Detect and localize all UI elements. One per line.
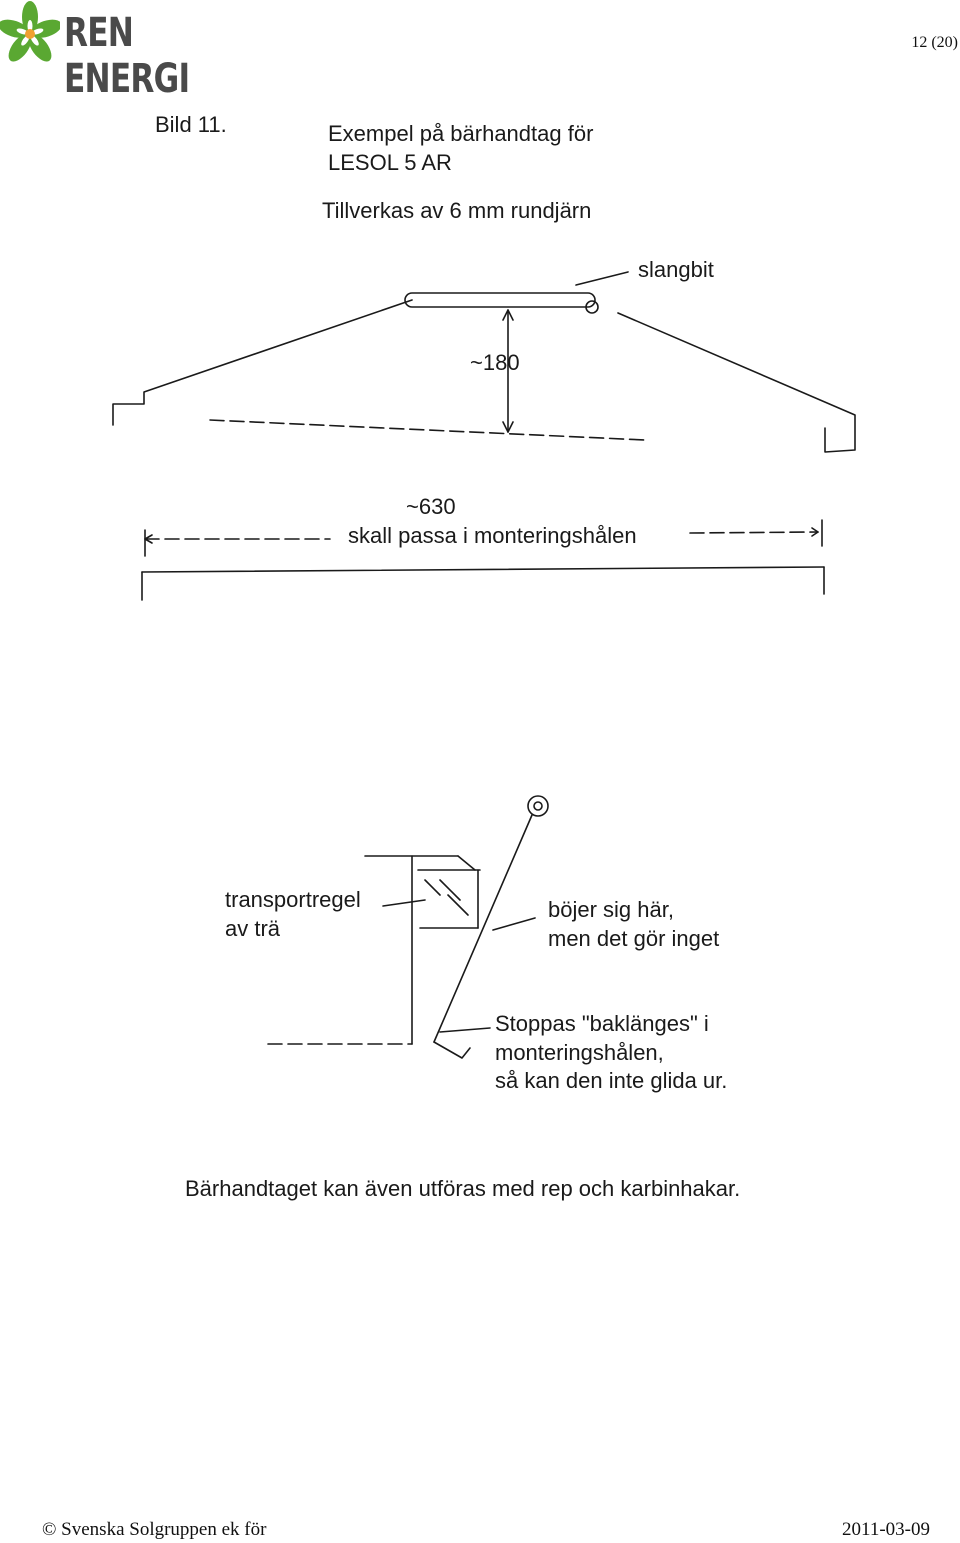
width-note: skall passa i monteringshålen	[348, 523, 637, 548]
footer-copyright: © Svenska Solgruppen ek för	[42, 1519, 267, 1540]
material-note: Tillverkas av 6 mm rundjärn	[322, 198, 592, 223]
title-line-2: LESOL 5 AR	[328, 150, 452, 175]
wood-label-line-1: transportregel	[225, 887, 361, 912]
bend-note-line-1: böjer sig här,	[548, 897, 674, 922]
hose-label: slangbit	[638, 257, 714, 282]
footer-date: 2011-03-09	[842, 1519, 930, 1540]
width-dimension-value: ~630	[406, 494, 456, 519]
logo-text: REN ENERGI	[64, 10, 190, 102]
figure-label: Bild 11.	[155, 112, 227, 137]
height-dimension: ~180	[470, 350, 520, 375]
stop-note-line-3: så kan den inte glida ur.	[495, 1068, 728, 1093]
stop-note-line-1: Stoppas "baklänges" i	[495, 1011, 709, 1036]
rope-alternative-note: Bärhandtaget kan även utföras med rep och karbinhakar.	[185, 1176, 741, 1201]
page-number: 12 (20)	[911, 34, 958, 51]
bend-note-line-2: men det gör inget	[548, 926, 720, 951]
title-line-1: Exempel på bärhandtag för	[328, 121, 594, 146]
wood-label-line-2: av trä	[225, 916, 281, 941]
stop-note-line-2: monteringshålen,	[495, 1040, 664, 1065]
